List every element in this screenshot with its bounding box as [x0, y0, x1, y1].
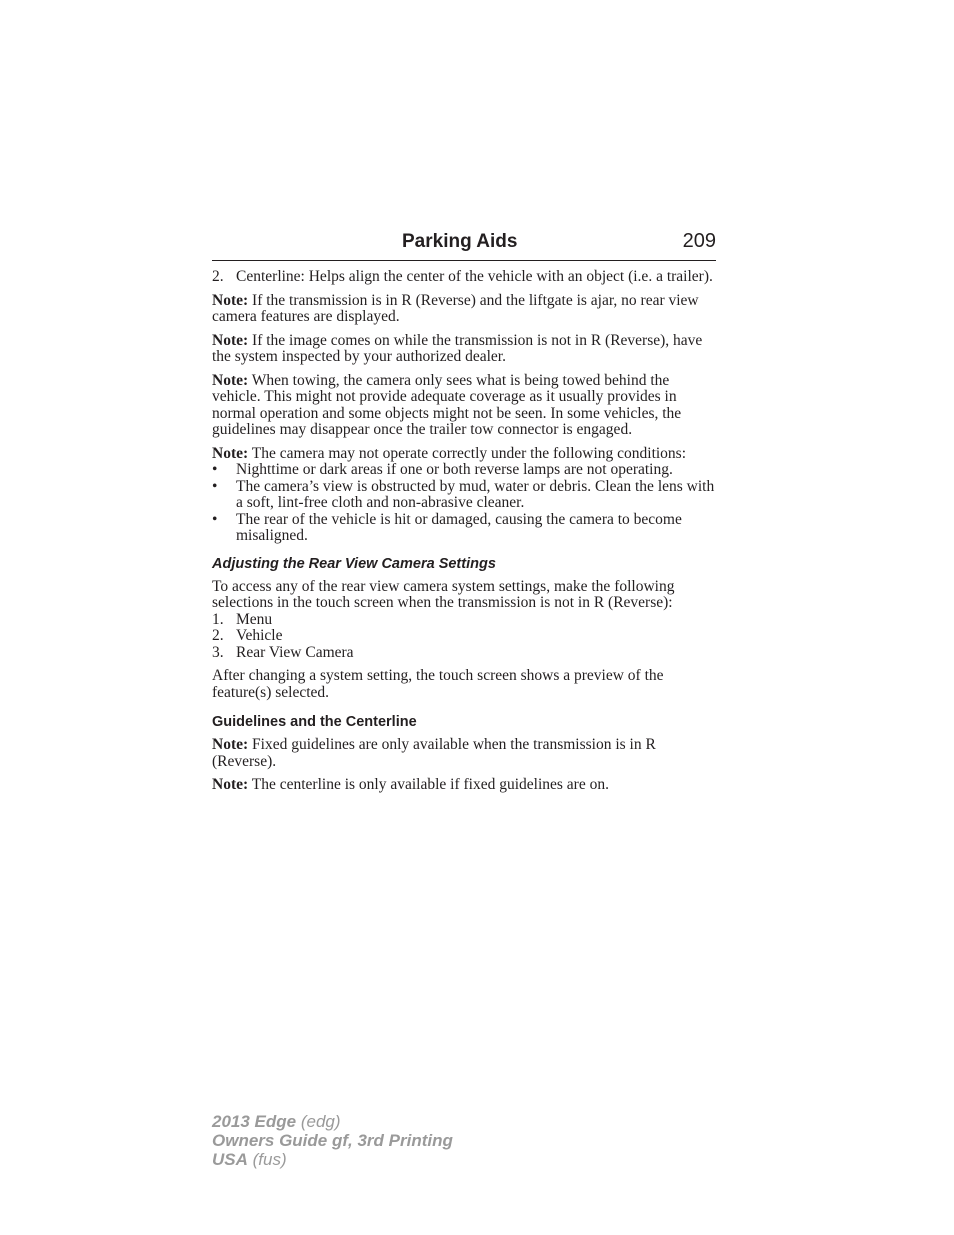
note-label: Note:	[212, 444, 249, 462]
item-text: Vehicle	[236, 627, 283, 644]
note-liftgate	[212, 293, 716, 326]
page-number: 209	[682, 230, 716, 252]
bullet-icon: •	[212, 510, 218, 528]
page-footer	[212, 1112, 453, 1169]
note-label: Note:	[212, 291, 249, 309]
list-item	[212, 269, 716, 286]
footer-market-code: (fus)	[247, 1150, 287, 1169]
note-label: Note:	[212, 371, 249, 389]
item-number: 2.	[212, 627, 224, 644]
note-text: When towing, the camera only sees what is being towed behind the vehicle. This might not provide adequate coverage as it usually provides in normal operation and some objects might not be seen. In some vehicles, the guidelines may disappear once the trailer tow connector is engaged.	[212, 371, 682, 438]
page-body	[212, 269, 716, 794]
footer-model-code: (edg)	[296, 1112, 341, 1131]
settings-steps	[212, 612, 716, 662]
note-centerline	[212, 777, 716, 794]
list-item	[212, 462, 716, 479]
page-header	[212, 230, 716, 261]
item-number: 1.	[212, 610, 224, 628]
note-label: Note:	[212, 776, 249, 793]
item-number: 3.	[212, 643, 224, 661]
footer-model-name: 2013 Edge	[212, 1112, 297, 1131]
adjust-after: After changing a system setting, the touch screen shows a preview of the feature(s) selected.	[212, 667, 664, 701]
bullet-text: Nighttime or dark areas if one or both reverse lamps are not operating.	[236, 461, 673, 478]
bullet-text: The camera’s view is obstructed by mud, water or debris. Clean the lens with a soft, lint-free cloth and non-abrasive cleaner.	[236, 477, 715, 511]
footer-market-name: USA	[212, 1150, 248, 1169]
item-text: Rear View Camera	[236, 643, 354, 661]
centerline-item	[212, 269, 716, 286]
section-title: Parking Aids	[402, 231, 518, 252]
note-text: The centerline is only available if fixed guidelines are on.	[248, 776, 609, 793]
list-item	[212, 628, 716, 645]
note-text: The camera may not operate correctly under the following conditions:	[248, 444, 687, 462]
bullet-text: The rear of the vehicle is hit or damaged, causing the camera to become misaligned.	[236, 510, 682, 544]
note-text: Fixed guidelines are only available when the transmission is in R (Reverse).	[212, 736, 656, 770]
note-fixed-guidelines	[212, 737, 716, 770]
list-item	[212, 512, 716, 545]
item-text: Centerline: Helps align the center of the vehicle with an object (i.e. a trailer).	[236, 268, 713, 285]
item-text: Menu	[236, 610, 273, 628]
list-item	[212, 612, 716, 629]
note-text: If the transmission is in R (Reverse) and the liftgate is ajar, no rear view camera features are displayed.	[212, 291, 699, 325]
bullet-icon: •	[212, 461, 218, 478]
bullet-icon: •	[212, 477, 218, 495]
item-number: 2.	[212, 268, 224, 285]
note-text: If the image comes on while the transmission is not in R (Reverse), have the system inspected by your authorized dealer.	[212, 331, 703, 365]
note-label: Note:	[212, 331, 249, 349]
list-item	[212, 645, 716, 662]
manual-page	[212, 230, 716, 801]
note-conditions	[212, 446, 716, 463]
guidelines-heading: Guidelines and the Centerline	[212, 714, 417, 730]
note-towing	[212, 373, 716, 439]
list-item	[212, 479, 716, 512]
footer-model	[212, 1112, 453, 1131]
adjust-intro: To access any of the rear view camera system settings, make the following selections in the touch screen when the transmission is not in R (Reverse):	[212, 577, 675, 611]
footer-market	[212, 1150, 453, 1169]
conditions-list	[212, 462, 716, 545]
adjust-settings-heading: Adjusting the Rear View Camera Settings	[212, 555, 496, 572]
note-image	[212, 333, 716, 366]
footer-printing: Owners Guide gf, 3rd Printing	[212, 1131, 453, 1150]
note-label: Note:	[212, 736, 249, 753]
